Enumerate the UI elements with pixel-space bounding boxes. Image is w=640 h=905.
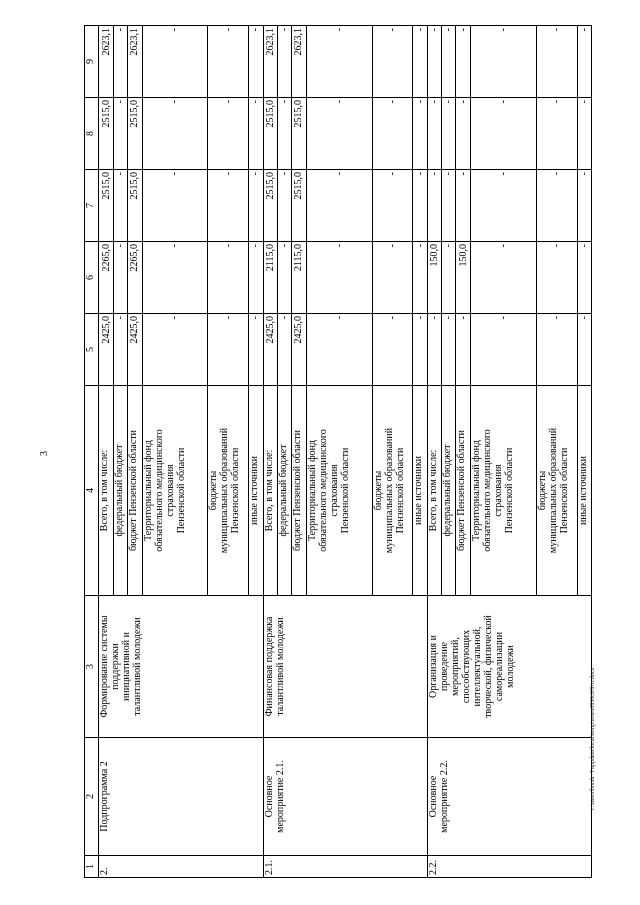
amount-cell: - — [536, 170, 577, 242]
amount-cell: - — [577, 26, 591, 98]
amount-cell: - — [306, 26, 372, 98]
amount-cell: - — [277, 26, 291, 98]
amount-cell: - — [413, 314, 427, 386]
funding-source-cell: бюджеты муниципальных образований Пензенской области — [208, 386, 249, 596]
amount-cell: 2515,0 — [128, 98, 142, 170]
funding-source-cell: Всего, в том числе: — [427, 386, 441, 596]
amount-cell: - — [577, 170, 591, 242]
column-header: 4 — [85, 386, 99, 596]
block-name-cell: Основное мероприятие 2.1. — [263, 738, 427, 856]
amount-cell: 2515,0 — [292, 170, 306, 242]
amount-cell: - — [113, 314, 127, 386]
amount-cell: - — [277, 98, 291, 170]
budget-table — [84, 25, 592, 878]
amount-cell: - — [306, 98, 372, 170]
amount-cell: - — [442, 170, 456, 242]
column-header: 6 — [85, 242, 99, 314]
amount-cell: - — [456, 26, 470, 98]
block-name-cell: Подпрограмма 2 — [99, 738, 263, 856]
amount-cell: - — [208, 170, 249, 242]
amount-cell: - — [536, 98, 577, 170]
block-number-cell: 2. — [99, 856, 263, 878]
amount-cell: 2515,0 — [99, 98, 113, 170]
amount-cell: - — [208, 242, 249, 314]
table-header-row — [85, 26, 99, 878]
amount-cell: - — [372, 314, 413, 386]
amount-cell: 2265,0 — [99, 242, 113, 314]
amount-cell: - — [536, 314, 577, 386]
column-header: 5 — [85, 314, 99, 386]
amount-cell: 150,0 — [456, 242, 470, 314]
block-description-cell: Организация и проведение мероприятий, способствующих интеллектуальной, творческой, физической самореализации молодежи — [427, 596, 591, 738]
amount-cell: - — [372, 242, 413, 314]
table-body — [85, 26, 592, 878]
amount-cell: - — [456, 314, 470, 386]
amount-cell: 2115,0 — [263, 242, 277, 314]
amount-cell: 2425,0 — [128, 314, 142, 386]
amount-cell: - — [113, 170, 127, 242]
funding-source-cell: бюджеты муниципальных образований Пензенской области — [536, 386, 577, 596]
amount-cell: - — [208, 314, 249, 386]
amount-cell: - — [277, 314, 291, 386]
block-number-cell: 2.2. — [427, 856, 591, 878]
page-number: 3 — [39, 451, 50, 456]
amount-cell: - — [249, 314, 263, 386]
amount-cell: - — [577, 314, 591, 386]
block-number-cell: 2.1. — [263, 856, 427, 878]
amount-cell: - — [427, 314, 441, 386]
funding-source-cell: Территориальный фонд обязательного медицинского страхования Пензенской области — [306, 386, 372, 596]
funding-source-cell: бюджеты муниципальных образований Пензенской области — [372, 386, 413, 596]
amount-cell: - — [456, 170, 470, 242]
amount-cell: - — [470, 98, 536, 170]
funding-source-cell: Территориальный фонд обязательного медицинского страхования Пензенской области — [470, 386, 536, 596]
amount-cell: - — [306, 242, 372, 314]
amount-cell: - — [413, 26, 427, 98]
amount-cell: - — [413, 242, 427, 314]
amount-cell: 2425,0 — [263, 314, 277, 386]
amount-cell: - — [470, 26, 536, 98]
table-row — [99, 26, 113, 878]
amount-cell: 2115,0 — [292, 242, 306, 314]
amount-cell: - — [306, 314, 372, 386]
column-header: 2 — [85, 738, 99, 856]
amount-cell: 2425,0 — [99, 314, 113, 386]
amount-cell: 2515,0 — [99, 170, 113, 242]
column-header: 8 — [85, 98, 99, 170]
amount-cell: 2515,0 — [128, 170, 142, 242]
amount-cell: - — [372, 98, 413, 170]
amount-cell: - — [277, 242, 291, 314]
column-header: 3 — [85, 596, 99, 738]
amount-cell: - — [306, 170, 372, 242]
amount-cell: 2623,1 — [263, 26, 277, 98]
amount-cell: - — [536, 26, 577, 98]
amount-cell: - — [208, 26, 249, 98]
amount-cell: 2515,0 — [292, 98, 306, 170]
amount-cell: 2623,1 — [128, 26, 142, 98]
column-header: 7 — [85, 170, 99, 242]
amount-cell: - — [249, 26, 263, 98]
column-header: 9 — [85, 26, 99, 98]
amount-cell: - — [142, 170, 208, 242]
table-rotation-wrapper — [84, 26, 592, 878]
funding-source-cell: бюджет Пензенской области — [456, 386, 470, 596]
amount-cell: - — [142, 26, 208, 98]
amount-cell: - — [277, 170, 291, 242]
funding-source-cell: федеральный бюджет — [113, 386, 127, 596]
block-name-cell: Основное мероприятие 2.2. — [427, 738, 591, 856]
amount-cell: - — [427, 26, 441, 98]
amount-cell: - — [249, 242, 263, 314]
amount-cell: - — [113, 26, 127, 98]
funding-source-cell: Территориальный фонд обязательного медицинского страхования Пензенской области — [142, 386, 208, 596]
funding-source-cell: бюджет Пензенской области — [292, 386, 306, 596]
amount-cell: 2425,0 — [292, 314, 306, 386]
amount-cell: - — [249, 98, 263, 170]
amount-cell: 2515,0 — [263, 98, 277, 170]
amount-cell: - — [577, 242, 591, 314]
amount-cell: - — [413, 170, 427, 242]
amount-cell: - — [456, 98, 470, 170]
amount-cell: - — [442, 242, 456, 314]
amount-cell: - — [142, 98, 208, 170]
amount-cell: - — [470, 314, 536, 386]
amount-cell: - — [442, 98, 456, 170]
amount-cell: - — [249, 170, 263, 242]
amount-cell: 2265,0 — [128, 242, 142, 314]
funding-source-cell: иные источники — [577, 386, 591, 596]
amount-cell: - — [442, 314, 456, 386]
funding-source-cell: федеральный бюджет — [277, 386, 291, 596]
amount-cell: - — [427, 98, 441, 170]
amount-cell: - — [372, 170, 413, 242]
block-description-cell: Финансовая поддержка талантливой молодежи — [263, 596, 427, 738]
amount-cell: - — [427, 170, 441, 242]
footer-file-path: c:\users\borsh~1\appdata\local\temp\notes6930c8\9-rr.docx — [590, 667, 596, 810]
amount-cell: 2515,0 — [263, 170, 277, 242]
amount-cell: - — [113, 98, 127, 170]
funding-source-cell: иные источники — [413, 386, 427, 596]
funding-source-cell: Всего, в том числе: — [99, 386, 113, 596]
amount-cell: 150,0 — [427, 242, 441, 314]
amount-cell: - — [208, 98, 249, 170]
amount-cell: - — [577, 98, 591, 170]
funding-source-cell: бюджет Пензенской области — [128, 386, 142, 596]
table-row — [263, 26, 277, 878]
funding-source-cell: иные источники — [249, 386, 263, 596]
funding-source-cell: федеральный бюджет — [442, 386, 456, 596]
amount-cell: - — [470, 170, 536, 242]
amount-cell: 2623,1 — [99, 26, 113, 98]
amount-cell: - — [142, 314, 208, 386]
block-description-cell: Формирование системы поддержки инициативной и талантливой молодежи — [99, 596, 263, 738]
funding-source-cell: Всего, в том числе: — [263, 386, 277, 596]
amount-cell: - — [142, 242, 208, 314]
amount-cell: - — [372, 26, 413, 98]
amount-cell: - — [536, 242, 577, 314]
table-row — [427, 26, 441, 878]
amount-cell: - — [442, 26, 456, 98]
amount-cell: - — [113, 242, 127, 314]
amount-cell: - — [470, 242, 536, 314]
amount-cell: - — [413, 98, 427, 170]
amount-cell: 2623,1 — [292, 26, 306, 98]
column-header: 1 — [85, 856, 99, 878]
